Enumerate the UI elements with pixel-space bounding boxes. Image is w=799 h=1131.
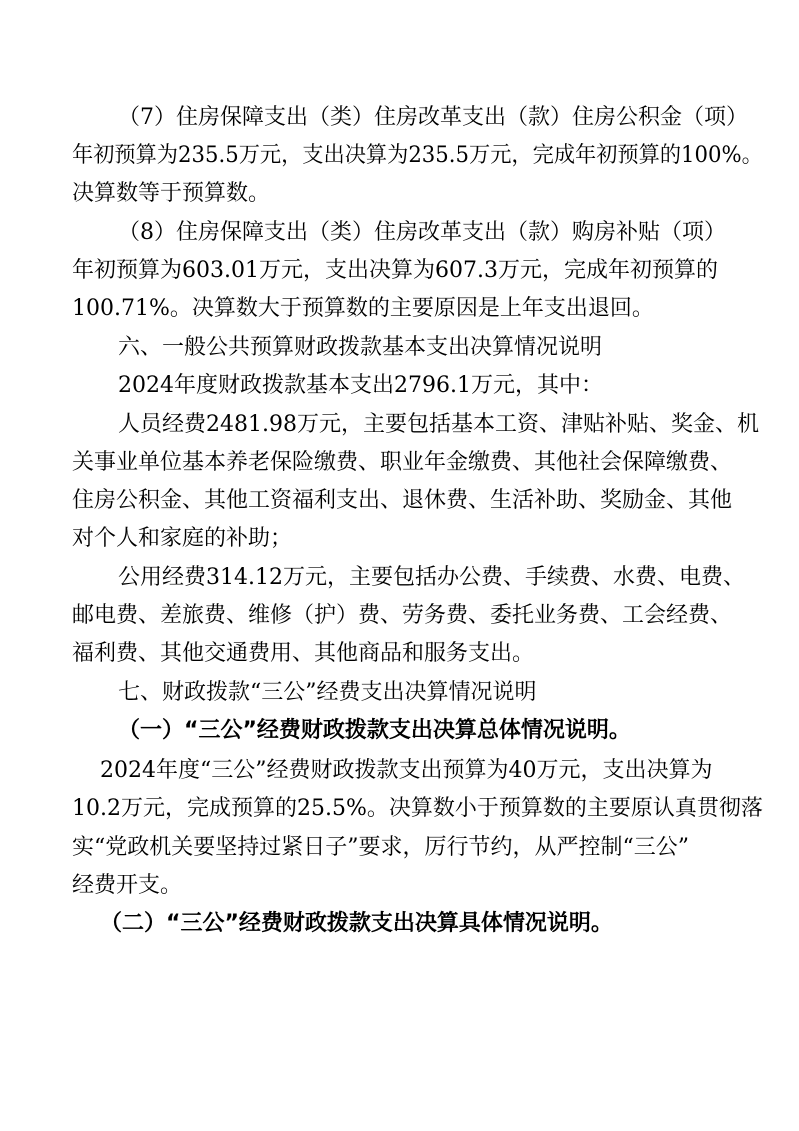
section-heading: 六、一般公共预算财政拨款基本支出决算情况说明 (118, 335, 603, 360)
paragraph-line: 年初预算为235.5万元，支出决算为235.5万元，完成年初预算的100%。 (72, 143, 763, 168)
paragraph-line: 2024年度财政拨款基本支出2796.1万元，其中： (118, 373, 603, 398)
paragraph-line: 决算数等于预算数。 (72, 181, 271, 206)
paragraph-line: 对个人和家庭的补助； (72, 526, 293, 551)
paragraph-line: 年初预算为603.01万元，支出决算为607.3万元，完成年初预算的 (72, 258, 718, 283)
paragraph-line: 关事业单位基本养老保险缴费、职业年金缴费、其他社会保障缴费、 (72, 450, 733, 475)
paragraph-line: 公用经费314.12万元，主要包括办公费、手续费、水费、电费、 (118, 565, 745, 590)
section-heading: 七、财政拨款“三公”经费支出决算情况说明 (118, 680, 537, 705)
paragraph-line: 2024年度“三公”经费财政拨款支出预算为40万元，支出决算为 (100, 758, 713, 783)
subsection-heading: （一）“三公”经费财政拨款支出决算总体情况说明。 (118, 718, 631, 743)
paragraph-line: 实“党政机关要坚持过紧日子”要求，厉行节约，从严控制“三公” (72, 835, 689, 860)
subsection-heading: （二）“三公”经费财政拨款支出决算具体情况说明。 (100, 911, 613, 936)
paragraph-line: 经费开支。 (72, 873, 183, 898)
paragraph-line: 100.71%。决算数大于预算数的主要原因是上年支出退回。 (72, 296, 654, 321)
paragraph-line: 邮电费、差旅费、维修（护）费、劳务费、委托业务费、工会经费、 (72, 603, 733, 628)
paragraph-line: 人员经费2481.98万元，主要包括基本工资、津贴补贴、奖金、机 (118, 412, 759, 437)
paragraph-line: 住房公积金、其他工资福利支出、退休费、生活补助、奖励金、其他 (72, 488, 733, 513)
paragraph-line: 10.2万元，完成预算的25.5%。决算数小于预算数的主要原认真贯彻落 (72, 796, 763, 821)
paragraph-line: （7）住房保障支出（类）住房改革支出（款）住房公积金（项） (118, 105, 748, 130)
paragraph-line: 福利费、其他交通费用、其他商品和服务支出。 (72, 641, 535, 666)
paragraph-line: （8）住房保障支出（类）住房改革支出（款）购房补贴（项） (118, 220, 726, 245)
